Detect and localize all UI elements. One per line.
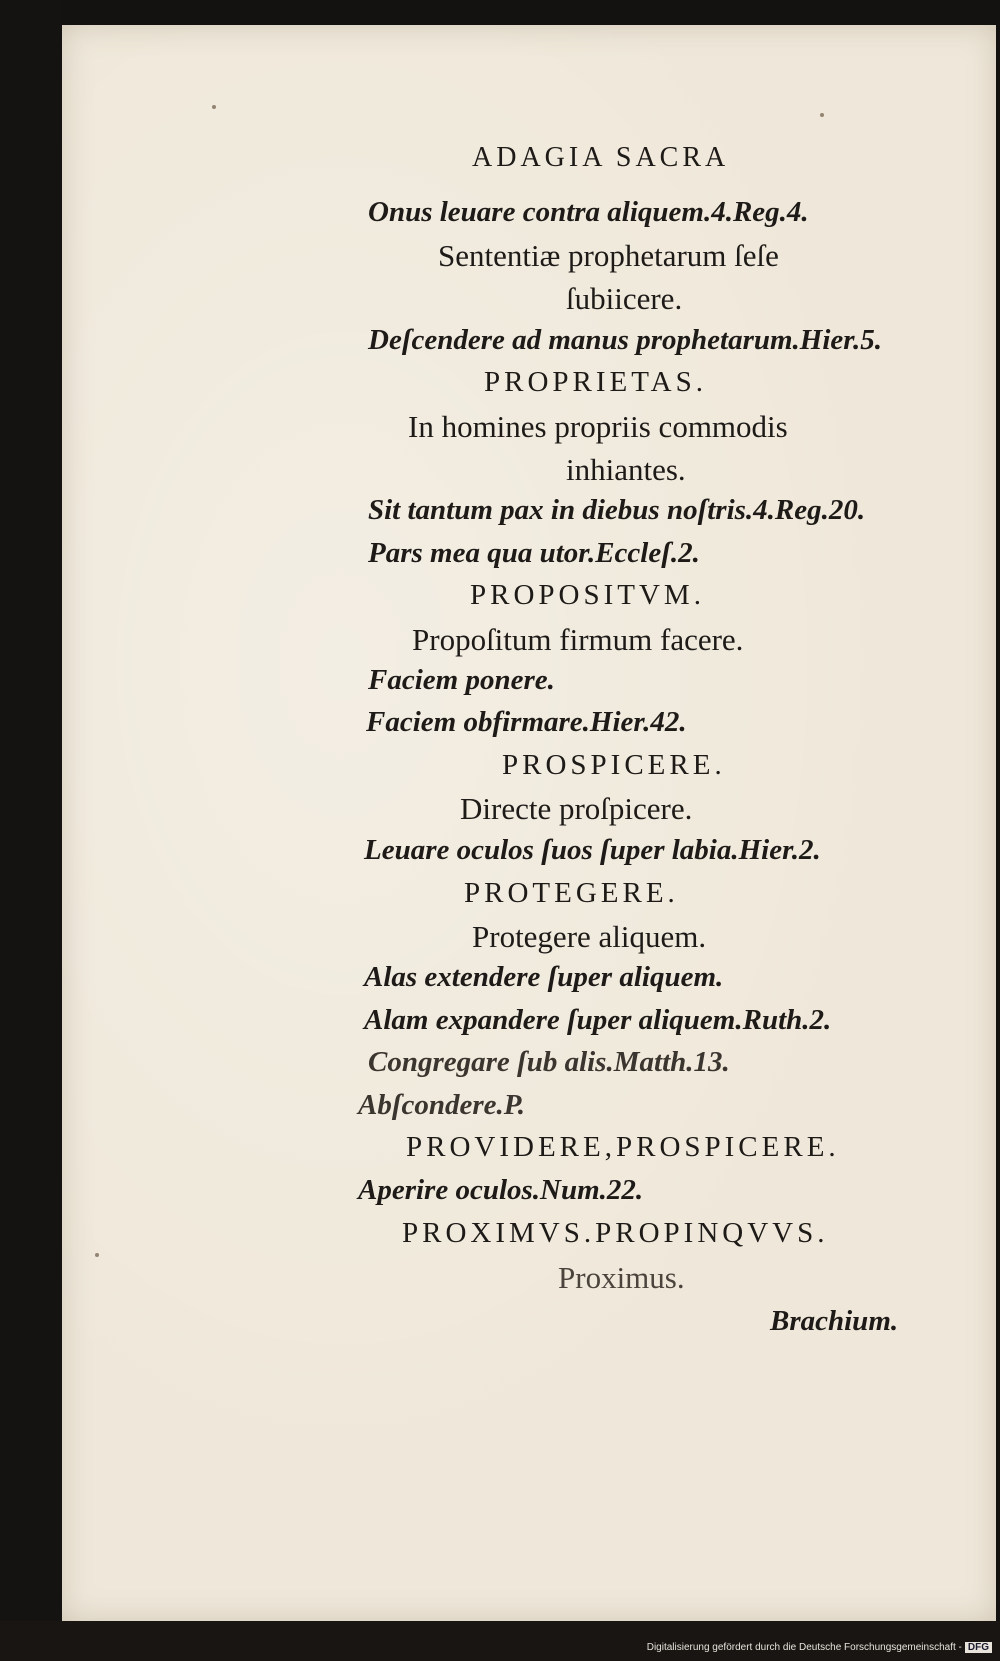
text-line: Pars mea qua utor.Eccleſ.2. xyxy=(368,537,700,569)
text-line: Propoſitum firmum facere. xyxy=(412,622,744,657)
text-line: Onus leuare contra aliquem.4.Reg.4. xyxy=(368,196,809,228)
paper-speck xyxy=(820,113,824,117)
digitization-credit xyxy=(647,1642,992,1653)
section-heading: PROTEGERE. xyxy=(464,877,679,909)
text-line: Aperire oculos.Num.22. xyxy=(358,1174,644,1206)
credit-text: Digitalisierung gefördert durch die Deutsche Forschungsgemeinschaft - xyxy=(646,1642,962,1653)
running-head: ADAGIA SACRA xyxy=(472,142,730,173)
text-line: inhiantes. xyxy=(566,452,686,487)
text-line: Congregare ſub alis.Matth.13. xyxy=(368,1046,730,1078)
section-heading: PROXIMVS.PROPINQVVS. xyxy=(402,1217,829,1249)
paper-speck xyxy=(95,1253,99,1257)
text-line: Protegere aliquem. xyxy=(472,919,707,954)
text-line: In homines propriis commodis xyxy=(408,409,788,444)
dfg-logo: DFG xyxy=(965,1642,992,1653)
text-line: Alam expandere ſuper aliquem.Ruth.2. xyxy=(364,1004,832,1036)
text-line: Proximus. xyxy=(558,1260,685,1295)
text-line: Sit tantum pax in diebus noſtris.4.Reg.20. xyxy=(368,494,866,526)
scan-bottom-strip xyxy=(0,1621,1000,1661)
catchword: Brachium. xyxy=(770,1305,899,1337)
text-line: Sententiæ prophetarum ſeſe xyxy=(438,238,779,273)
text-line: Alas extendere ſuper aliquem. xyxy=(364,961,724,993)
paper-speck xyxy=(212,105,216,109)
text-line: ſubiicere. xyxy=(566,281,683,316)
text-line: Deſcendere ad manus prophetarum.Hier.5. xyxy=(368,324,882,356)
text-line: Directe proſpicere. xyxy=(460,791,693,826)
text-line: Leuare oculos ſuos ſuper labia.Hier.2. xyxy=(364,834,821,866)
scan-gutter xyxy=(0,0,62,1661)
section-heading: PROVIDERE,PROSPICERE. xyxy=(406,1131,840,1163)
section-heading: PROSPICERE. xyxy=(502,749,726,781)
section-heading: PROPRIETAS. xyxy=(484,366,707,398)
text-line: Faciem obfirmare.Hier.42. xyxy=(366,706,687,738)
text-line: Abſcondere.P. xyxy=(358,1089,526,1121)
text-line: Faciem ponere. xyxy=(368,664,555,696)
section-heading: PROPOSITVM. xyxy=(470,579,705,611)
